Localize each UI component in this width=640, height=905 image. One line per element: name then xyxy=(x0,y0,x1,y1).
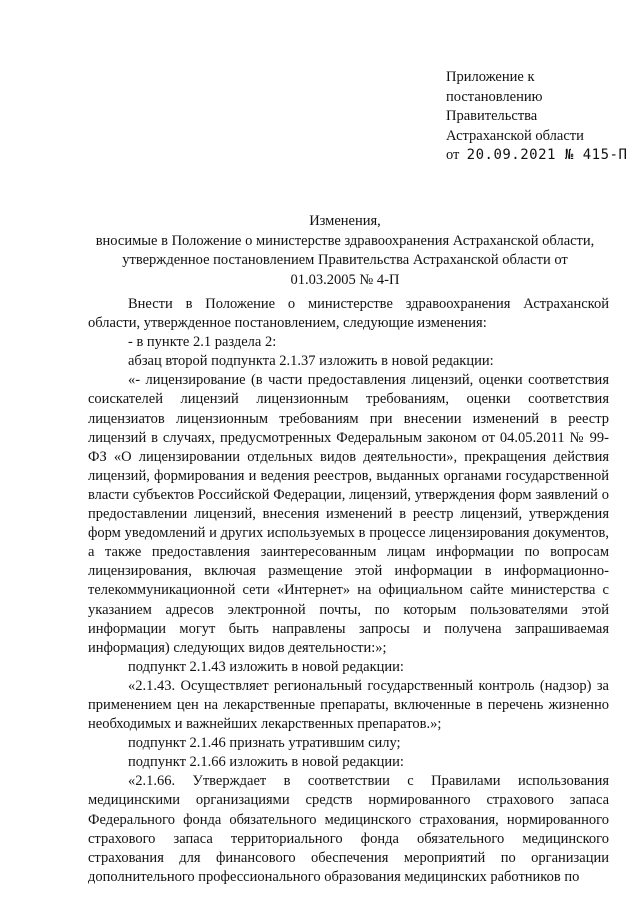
appendix-line: постановлению xyxy=(446,88,543,105)
title-line: утвержденное постановлением Правительства Астраханской области от xyxy=(122,252,568,268)
paragraph: «2.1.66. Утверждает в соответствии с Правилами использования медицинскими организациями средств нормированного страхового запаса Федерального фонда обязательного медицинского страхования, нормированного страхового запаса территориального фонда обязательного медицинского страхования для финансового обеспечения мероприятий по организации дополнительного профессионального образования медицинских работников по xyxy=(88,773,609,885)
paragraph: «2.1.43. Осуществляет региональный государственный контроль (надзор) за применением цен на лекарственные препараты, включенные в перечень жизненно необходимых и важнейших лекарственных препаратов.»; xyxy=(88,677,609,733)
title-line: вносимые в Положение о министерстве здравоохранения Астраханской области, xyxy=(95,232,595,249)
date-number-stamp: 20.09.2021 № 415-П xyxy=(466,147,628,163)
paragraph: подпункт 2.1.43 изложить в новой редакции: xyxy=(128,658,404,675)
date-prefix: от xyxy=(446,147,460,163)
appendix-line: Приложение к xyxy=(446,69,535,85)
paragraph: «- лицензирование (в части предоставления лицензий, оценки соответствия соискателей лицензий лицензионным требованиям, оценки соответствия лицензиатов лицензионным требованиям при внесении изменений в реестр лицензий в случаях, предусмотренных Федеральным законом от 04.05.2011 № 99-ФЗ «О лицензировании отдельных видов деятельности», прекращения действия лицензий, формирования и ведения реестров, выданных органами государственной власти субъектов Российской Федерации, лицензий, утверждения форм заявлений о предоставлении лицензий, внесения изменений в реестр лицензий, утверждения форм уведомлений и других используемых в процессе лицензирования документов, а также предоставления заинтересованным лицам информации по вопросам лицензирования, включая размещение этой информации в информационно-телекоммуникационной сети «Интернет» на официальном сайте министерства с указанием адресов электронной почты, по которым пользователями этой информации могут быть направлены запросы и получена запрашиваемая информация) следующих видов деятельности:»; xyxy=(88,372,609,656)
document-title xyxy=(75,212,615,290)
paragraph: подпункт 2.1.46 признать утратившим силу; xyxy=(128,735,401,752)
appendix-line: Правительства xyxy=(446,108,538,124)
paragraph: - в пункте 2.1 раздела 2: xyxy=(128,334,277,351)
appendix-line: Астраханской области xyxy=(446,127,584,144)
appendix-date-line xyxy=(446,146,636,166)
appendix-block xyxy=(446,68,636,166)
paragraph: подпункт 2.1.66 изложить в новой редакции: xyxy=(128,754,404,771)
title-line: 01.03.2005 № 4-П xyxy=(290,271,400,288)
document-body xyxy=(88,295,609,887)
title-line: Изменения, xyxy=(309,213,381,229)
paragraph: абзац второй подпункта 2.1.37 изложить в новой редакции: xyxy=(128,353,494,370)
paragraph: Внести в Положение о министерстве здравоохранения Астраханской области, утвержденное постановлением, следующие изменения: xyxy=(88,296,609,332)
